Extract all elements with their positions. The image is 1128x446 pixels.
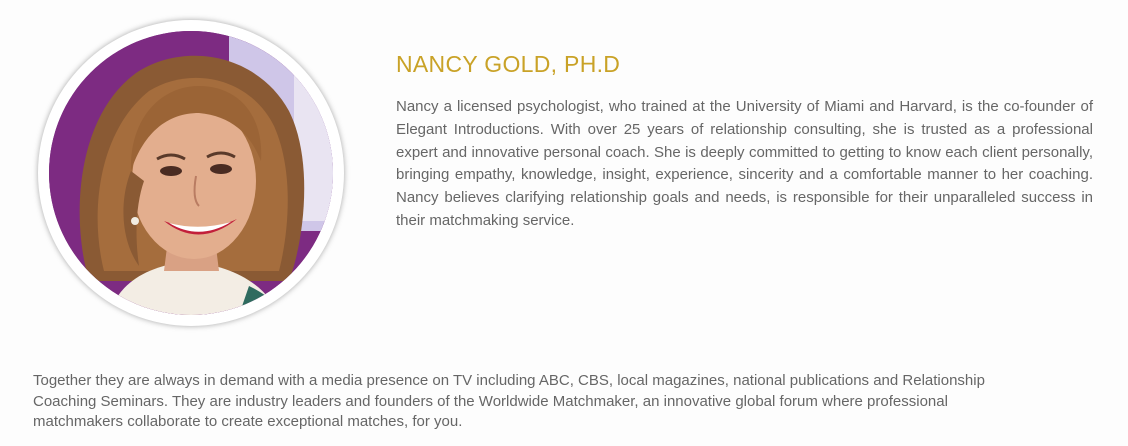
profile-photo-frame — [38, 20, 344, 326]
portrait-photo-icon — [49, 31, 333, 315]
media-presence-text: Together they are always in demand with a media presence on TV including ABC, CBS, local magazines, national publications and Relationship Coaching Seminars. They are industry leaders and founders of the Worldwide Matchmaker, an innovative global forum where professional matchmakers collaborate to create exceptional matches, for you. — [33, 372, 985, 430]
profile-bio: Nancy a licensed psychologist, who trained at the University of Miami and Harvard, is the co-founder of Elegant Introductions. With over 25 years of relationship consulting, she is trusted as a professional expert and innovative personal coach. She is deeply committed to getting to know each client personally, bringing empathy, knowledge, insight, experience, sincerity and a comfortable manner to her coaching. Nancy believes clarifying relationship goals and needs, is responsible for their unparalleled success in their matchmaking service. — [396, 98, 1093, 229]
profile-name: NANCY GOLD, PH.D — [396, 51, 621, 77]
profile-photo — [49, 31, 333, 315]
profile-bio-section — [396, 50, 1093, 233]
